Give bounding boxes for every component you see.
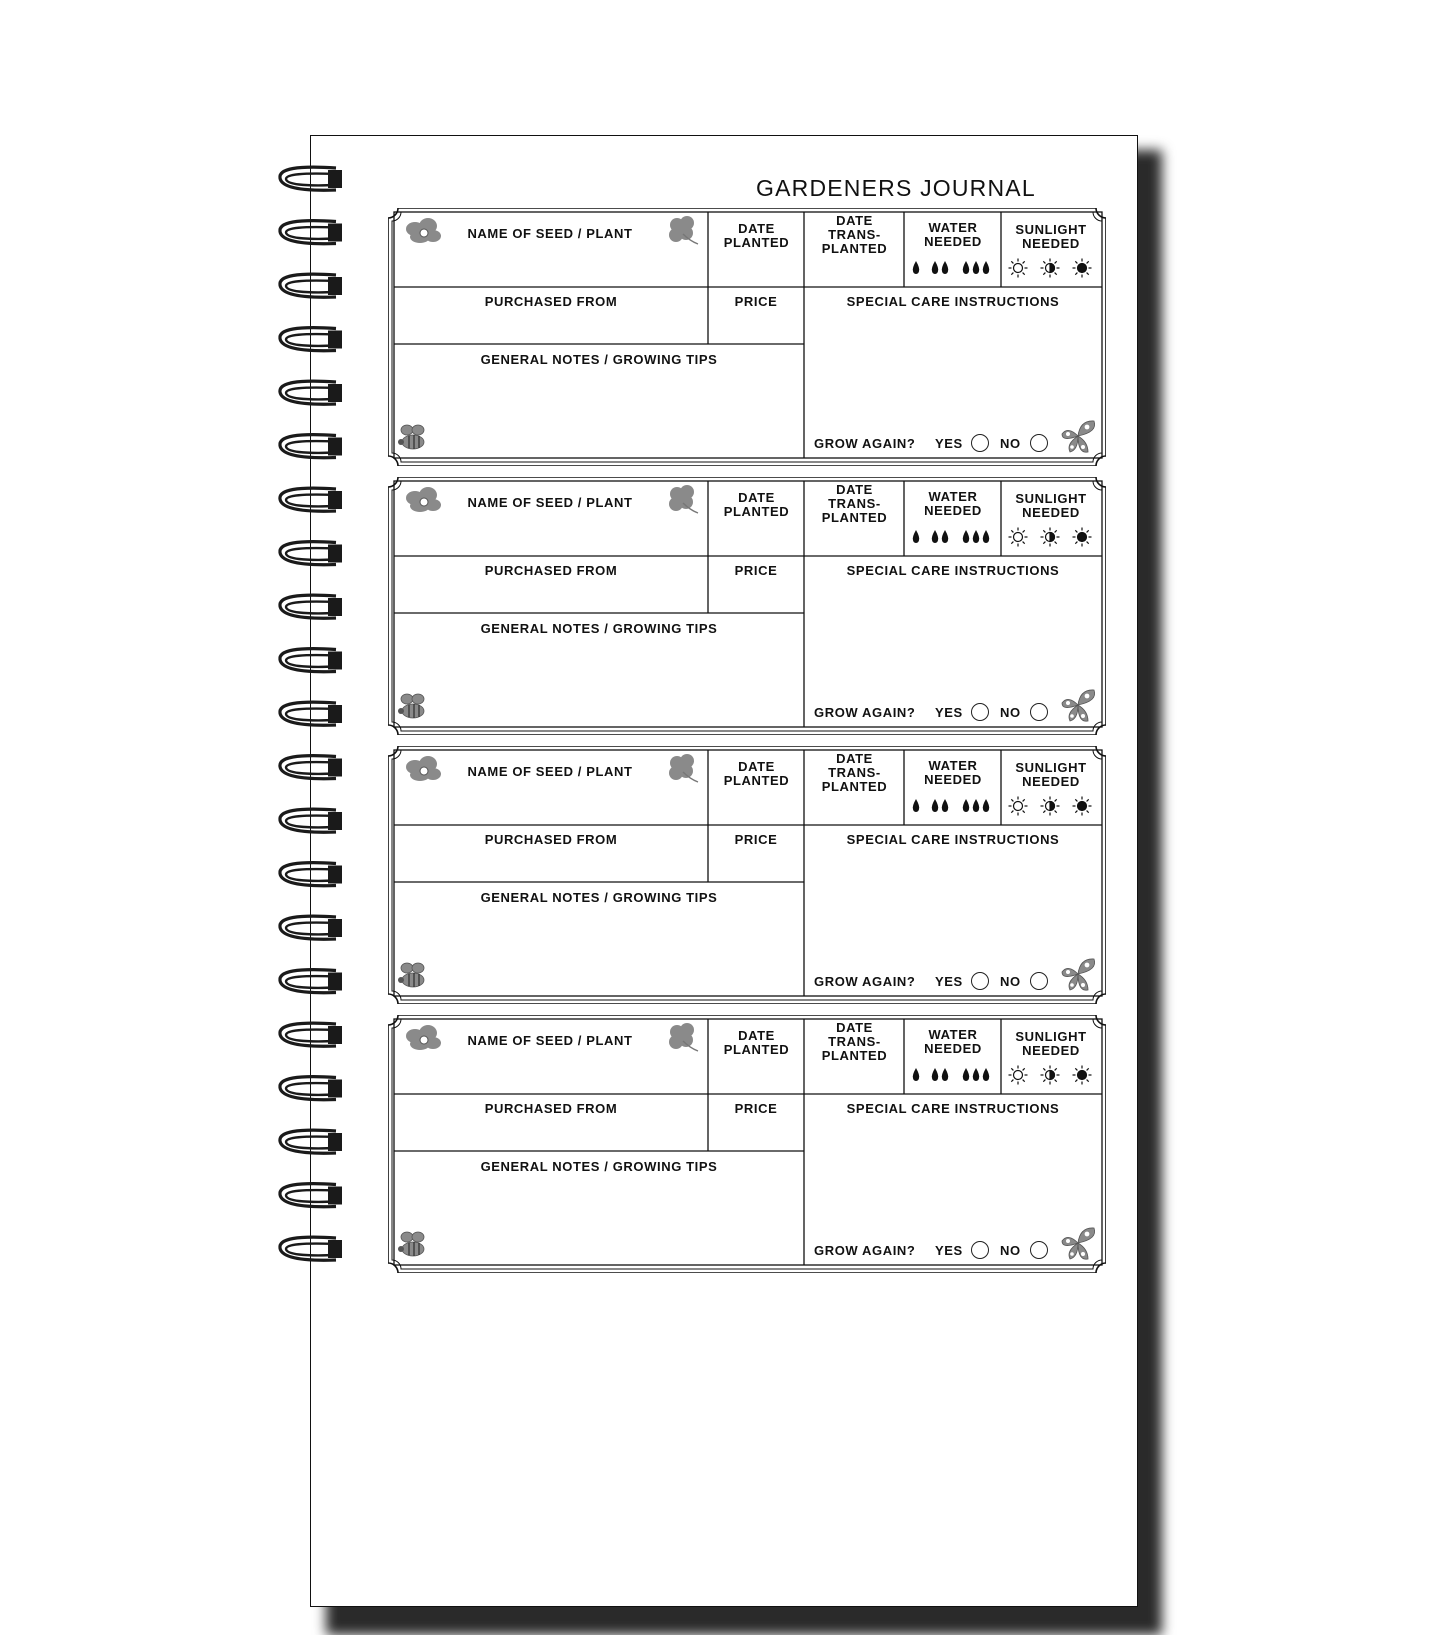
flower-icon — [402, 216, 444, 246]
water-needed-label: WATER NEEDED — [924, 1027, 982, 1056]
spiral-ring — [280, 435, 342, 458]
bee-icon — [396, 422, 430, 454]
spiral-ring — [280, 916, 342, 939]
date-planted-label: DATE PLANTED — [723, 1028, 790, 1057]
grow-again-label: GROW AGAIN? — [814, 974, 916, 989]
yes-label: YES — [935, 1243, 963, 1258]
water-needed-label: WATER NEEDED — [924, 489, 982, 518]
sunlight-needed-label: SUNLIGHT NEEDED — [1015, 760, 1087, 789]
date-planted-label: DATE PLANTED — [723, 221, 790, 250]
purchased-from-label: PURCHASED FROM — [484, 1101, 618, 1116]
sun-icon — [1008, 258, 1096, 278]
special-care-label: SPECIAL CARE INSTRUCTIONS — [846, 1101, 1060, 1116]
flower-icon — [402, 485, 444, 515]
plant-record-card — [388, 1015, 1106, 1273]
no-label: NO — [1000, 1243, 1021, 1258]
spiral-ring — [280, 970, 342, 993]
plant-record-card — [388, 208, 1106, 466]
price-label: PRICE — [734, 563, 778, 578]
spiral-ring — [280, 809, 342, 832]
water-drop-icon — [910, 527, 994, 545]
sun-icon — [1008, 527, 1096, 547]
special-care-label: SPECIAL CARE INSTRUCTIONS — [846, 294, 1060, 309]
date-transplanted-label: DATE TRANS- PLANTED — [821, 213, 888, 256]
yes-label: YES — [935, 974, 963, 989]
water-drop-icon — [910, 1065, 994, 1083]
sun-icon — [1008, 796, 1096, 816]
plant-record-card — [388, 477, 1106, 735]
name-of-seed-label: NAME OF SEED / PLANT — [467, 495, 633, 510]
general-notes-label: GENERAL NOTES / GROWING TIPS — [480, 890, 718, 905]
grow-again-label: GROW AGAIN? — [814, 705, 916, 720]
bee-icon — [396, 691, 430, 723]
sun-icon — [1008, 1065, 1096, 1085]
no-radio[interactable] — [1030, 1241, 1048, 1259]
spiral-binding — [276, 160, 346, 1290]
purchased-from-label: PURCHASED FROM — [484, 832, 618, 847]
plant-record-card — [388, 746, 1106, 1004]
water-needed-label: WATER NEEDED — [924, 220, 982, 249]
bee-icon — [396, 960, 430, 992]
butterfly-icon — [1058, 954, 1098, 994]
spiral-ring — [280, 167, 342, 190]
water-drop-icon — [910, 258, 994, 276]
spiral-ring — [280, 756, 342, 779]
no-label: NO — [1000, 436, 1021, 451]
date-planted-label: DATE PLANTED — [723, 759, 790, 788]
water-drop-icon — [910, 796, 994, 814]
yes-label: YES — [935, 436, 963, 451]
spiral-ring — [280, 221, 342, 244]
spiral-ring — [280, 863, 342, 886]
sunlight-needed-label: SUNLIGHT NEEDED — [1015, 222, 1087, 251]
yes-radio[interactable] — [971, 703, 989, 721]
water-needed-label: WATER NEEDED — [924, 758, 982, 787]
price-label: PRICE — [734, 294, 778, 309]
purchased-from-label: PURCHASED FROM — [484, 294, 618, 309]
no-radio[interactable] — [1030, 434, 1048, 452]
spiral-ring — [280, 595, 342, 618]
butterfly-icon — [1058, 416, 1098, 456]
date-transplanted-label: DATE TRANS- PLANTED — [821, 1020, 888, 1063]
spiral-ring — [280, 1023, 342, 1046]
date-transplanted-label: DATE TRANS- PLANTED — [821, 751, 888, 794]
name-of-seed-label: NAME OF SEED / PLANT — [467, 226, 633, 241]
spiral-ring — [280, 381, 342, 404]
spiral-ring — [280, 1184, 342, 1207]
spiral-ring — [280, 649, 342, 672]
price-label: PRICE — [734, 832, 778, 847]
name-of-seed-label: NAME OF SEED / PLANT — [467, 764, 633, 779]
no-label: NO — [1000, 705, 1021, 720]
yes-radio[interactable] — [971, 1241, 989, 1259]
yes-radio[interactable] — [971, 434, 989, 452]
flower-icon — [402, 754, 444, 784]
name-of-seed-label: NAME OF SEED / PLANT — [467, 1033, 633, 1048]
spiral-ring — [280, 328, 342, 351]
grow-again-label: GROW AGAIN? — [814, 436, 916, 451]
clover-icon — [666, 1021, 700, 1055]
spiral-ring — [280, 488, 342, 511]
no-label: NO — [1000, 974, 1021, 989]
general-notes-label: GENERAL NOTES / GROWING TIPS — [480, 1159, 718, 1174]
clover-icon — [666, 214, 700, 248]
flower-icon — [402, 1023, 444, 1053]
spiral-ring — [280, 1130, 342, 1153]
spiral-ring — [280, 1237, 342, 1260]
date-planted-label: DATE PLANTED — [723, 490, 790, 519]
spiral-ring — [280, 702, 342, 725]
spiral-ring — [280, 1077, 342, 1100]
clover-icon — [666, 752, 700, 786]
special-care-label: SPECIAL CARE INSTRUCTIONS — [846, 563, 1060, 578]
no-radio[interactable] — [1030, 972, 1048, 990]
yes-label: YES — [935, 705, 963, 720]
price-label: PRICE — [734, 1101, 778, 1116]
sunlight-needed-label: SUNLIGHT NEEDED — [1015, 1029, 1087, 1058]
general-notes-label: GENERAL NOTES / GROWING TIPS — [480, 621, 718, 636]
grow-again-label: GROW AGAIN? — [814, 1243, 916, 1258]
purchased-from-label: PURCHASED FROM — [484, 563, 618, 578]
spiral-ring — [280, 542, 342, 565]
clover-icon — [666, 483, 700, 517]
special-care-label: SPECIAL CARE INSTRUCTIONS — [846, 832, 1060, 847]
date-transplanted-label: DATE TRANS- PLANTED — [821, 482, 888, 525]
no-radio[interactable] — [1030, 703, 1048, 721]
butterfly-icon — [1058, 1223, 1098, 1263]
spiral-ring — [280, 274, 342, 297]
butterfly-icon — [1058, 685, 1098, 725]
sunlight-needed-label: SUNLIGHT NEEDED — [1015, 491, 1087, 520]
bee-icon — [396, 1229, 430, 1261]
general-notes-label: GENERAL NOTES / GROWING TIPS — [480, 352, 718, 367]
page-title: GARDENERS JOURNAL — [756, 175, 1036, 201]
yes-radio[interactable] — [971, 972, 989, 990]
